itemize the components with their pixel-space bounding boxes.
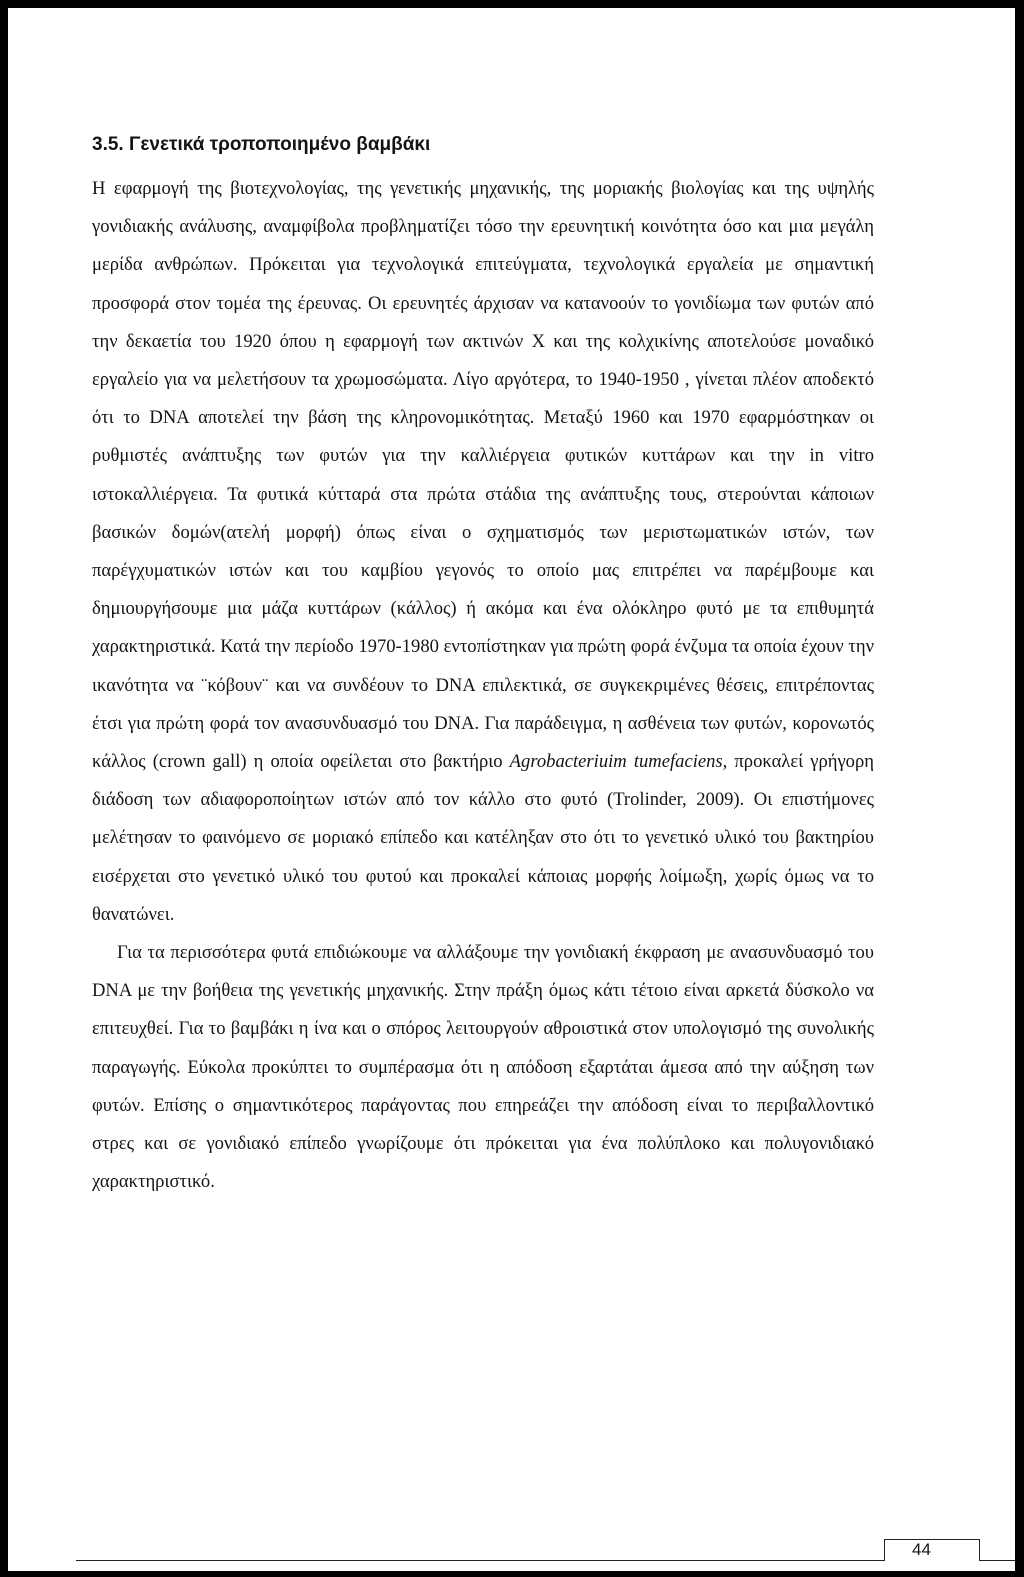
document-body (92, 133, 874, 1201)
footer-rule-right (979, 1560, 1015, 1561)
page-number: 44 (912, 1540, 931, 1559)
page-number-box (884, 1539, 980, 1561)
paragraph-intro (92, 170, 874, 934)
paragraph-intro-text-b: προκαλεί γρήγορη διάδοση των αδιαφοροποίητων ιστών από τον κάλλο στο φυτό (Trolinder, 2009). Οι επιστήμονες μελέτησαν το φαινόμενο σε μοριακό επίπεδο και κατέληξαν στο ότι το γενετικό υλικό του βακτηρίου εισέρχεται στο γενετικό υλικό του φυτού και προκαλεί κάποιας μορφής λοίμωξη, χωρίς όμως να το θανατώνει. (92, 751, 874, 925)
footer-rule-left (76, 1560, 884, 1561)
document-page (8, 8, 1015, 1571)
paragraph-intro-text-a: Η εφαρμογή της βιοτεχνολογίας, της γενετικής μηχανικής, της μοριακής βιολογίας και της υψηλής γονιδιακής ανάλυσης, αναμφίβολα προβληματίζει τόσο την ερευνητική κοινότητα όσο και μια μεγάλη μερίδα ανθρώπων. Πρόκειται για τεχνολογικά επιτεύγματα, τεχνολογικά εργαλεία με σημαντική προσφορά στον τομέα της έρευνας. Οι ερευνητές άρχισαν να κατανοούν το γονιδίωμα των φυτών από την δεκαετία του 1920 όπου η εφαρμογή των ακτινών Χ και της κολχικίνης αποτελούσε μοναδικό εργαλείο για να μελετήσουν τα χρωμοσώματα. Λίγο αργότερα, το 1940-1950 , γίνεται πλέον αποδεκτό ότι το DNA αποτελεί την βάση της κληρονομικότητας. Μεταξύ 1960 και 1970 εφαρμόστηκαν οι ρυθμιστές ανάπτυξης των φυτών για την καλλιέργεια φυτικών κυττάρων και την in vitro ιστοκαλλιέργεια. Τα φυτικά κύτταρά στα πρώτα στάδια της ανάπτυξης τους, στερούνται κάποιων βασικών δομών(ατελή μορφή) όπως είναι ο σχηματισμός των μεριστωματικών ιστών, των παρέγχυματικών ιστών και του καμβίου γεγονός το οποίο μας επιτρέπει να παρέμβουμε και δημιουργήσουμε μια μάζα κυττάρων (κάλλος) ή ακόμα και ένα ολόκληρο φυτό με τα επιθυμητά χαρακτηριστικά. Κατά την περίοδο 1970-1980 εντοπίστηκαν για πρώτη φορά ένζυμα τα οποία έχουν την ικανότητα να ¨κόβουν¨ και να συνδέουν το DNA επιλεκτικά, σε συγκεκριμένες θέσεις, επιτρέποντας έτσι για πρώτη φορά τον ανασυνδυασμό του DNA. Για παράδειγμα, η ασθένεια των φυτών, κορονωτός κάλλος (crown gall) η οποία οφείλεται στο βακτήριο (92, 178, 874, 773)
paragraph-gene-expression: Για τα περισσότερα φυτά επιδιώκουμε να αλλάξουμε την γονιδιακή έκφραση με ανασυνδυασμό του DNA με την βοήθεια της γενετικής μηχανικής. Στην πράξη όμως κάτι τέτοιο είναι αρκετά δύσκολο να επιτευχθεί. Για το βαμβάκι η ίνα και ο σπόρος λειτουργούν αθροιστικά στον υπολογισμό της συνολικής παραγωγής. Εύκολα προκύπτει το συμπέρασμα ότι η απόδοση εξαρτάται άμεσα από την αύξηση των φυτών. Επίσης ο σημαντικότερος παράγοντας που επηρεάζει την απόδοση είναι το περιβαλλοντικό στρες και σε γονιδιακό επίπεδο γνωρίζουμε ότι πρόκειται για ένα πολύπλοκο και πολυγονιδιακό χαρακτηριστικό. (92, 942, 874, 1193)
page-footer (76, 1540, 1011, 1571)
species-name-italic: Agrobacteriuim tumefaciens, (509, 751, 728, 773)
section-heading: 3.5. Γενετικά τροποποιημένο βαμβάκι (92, 134, 431, 155)
